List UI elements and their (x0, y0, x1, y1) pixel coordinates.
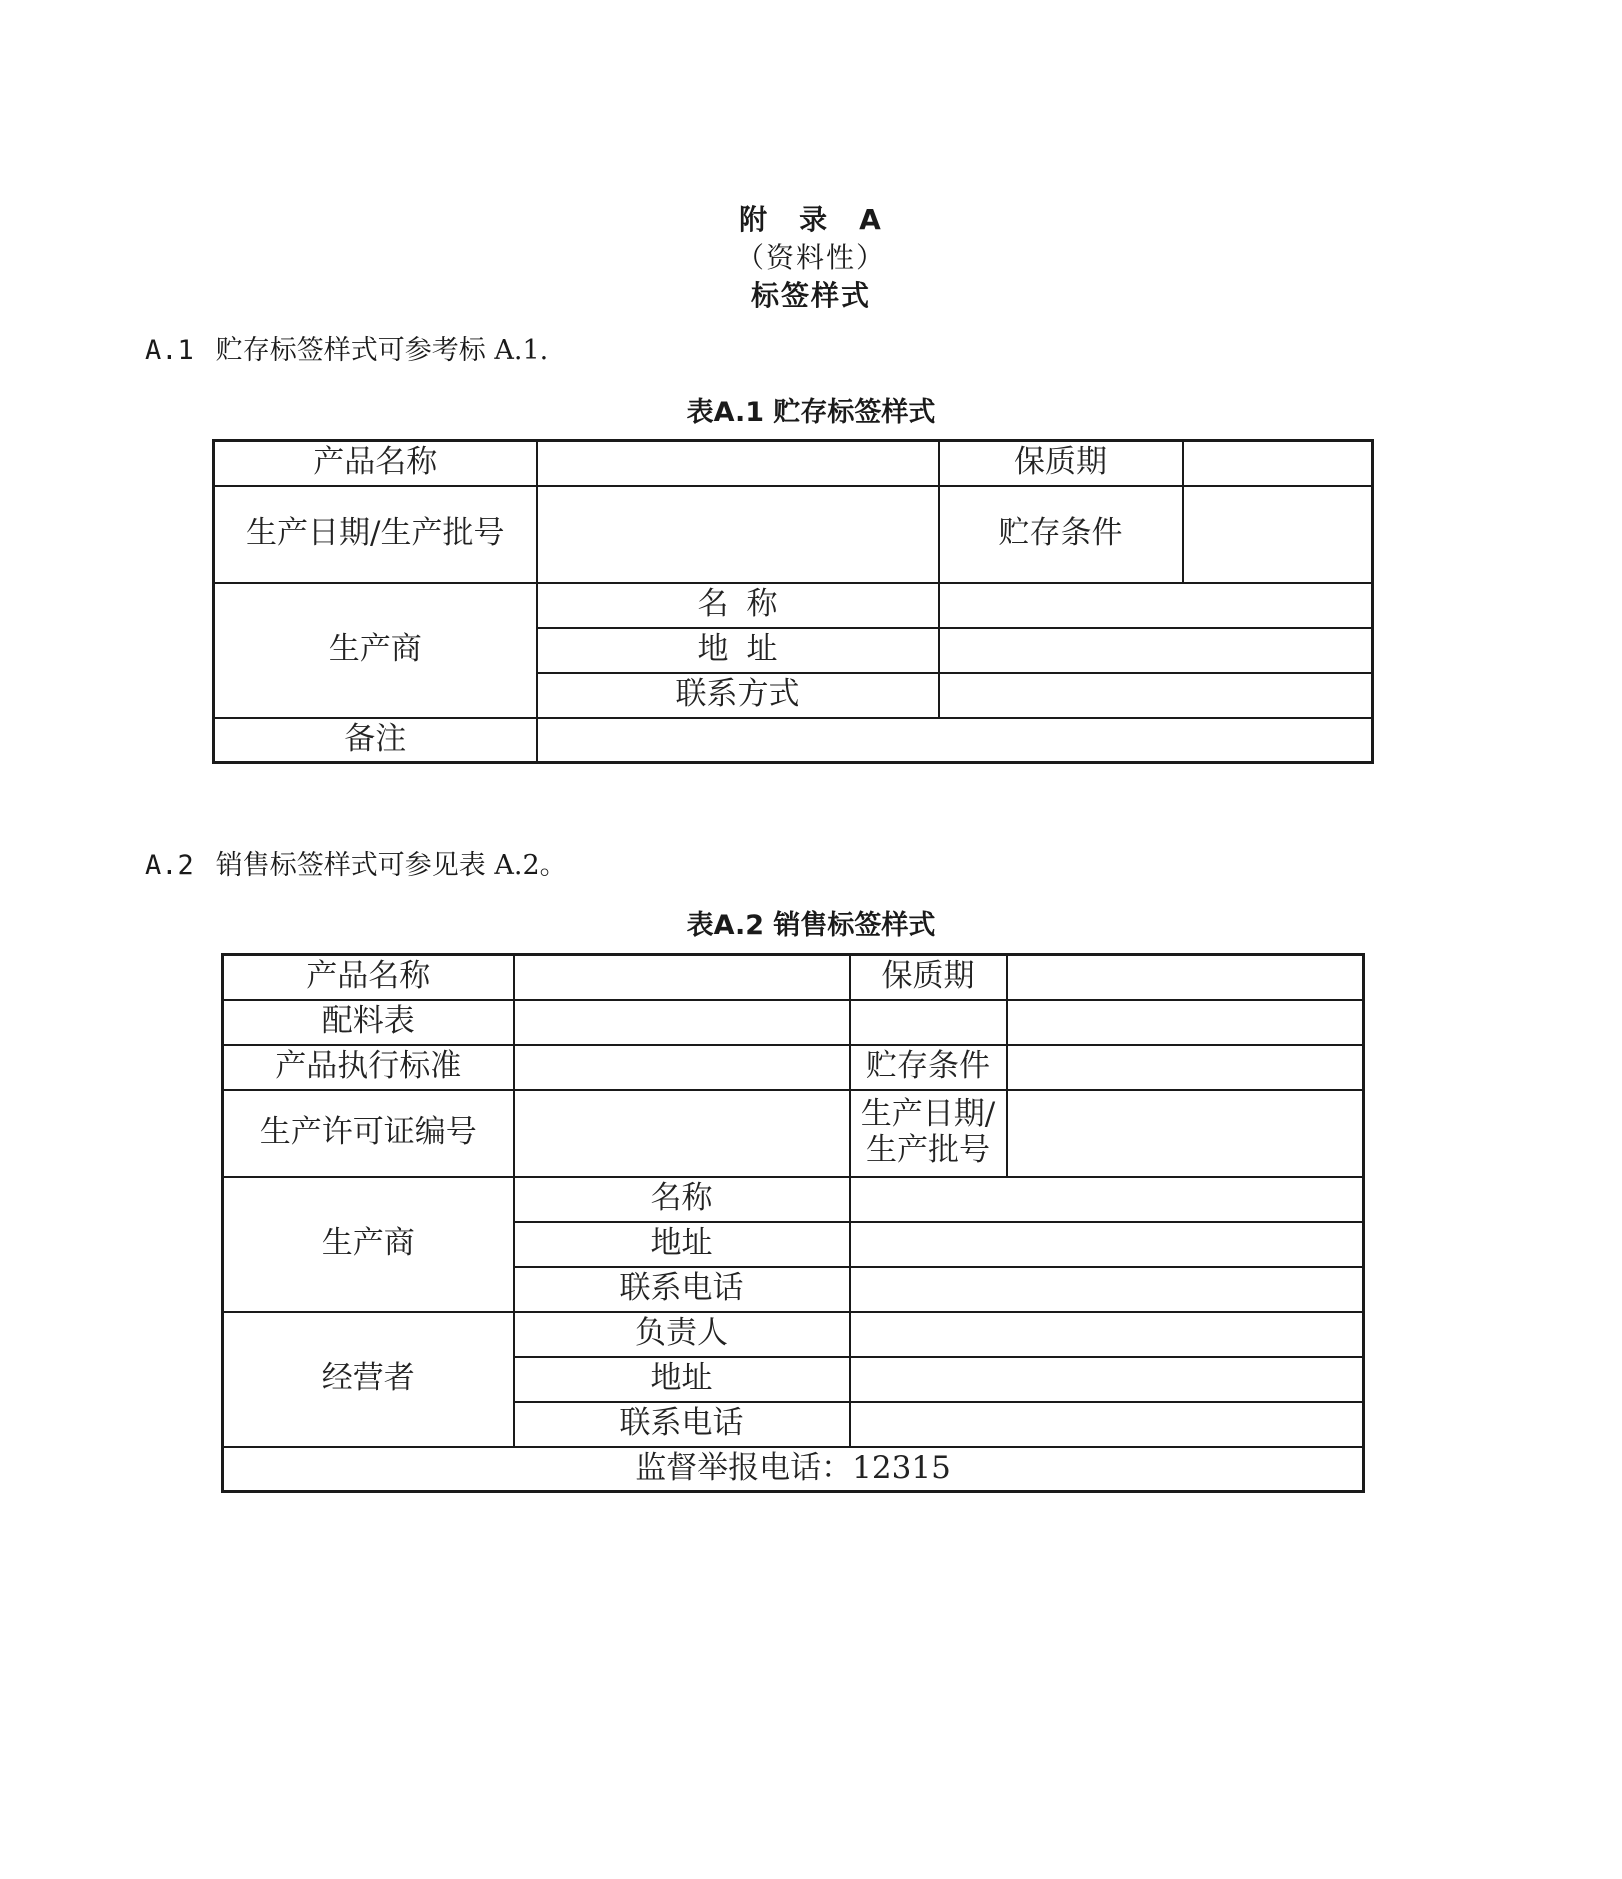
table-a2-caption: 表A.2 销售标签样式 (686, 910, 936, 941)
cell-op-address: 地址 (514, 1357, 850, 1402)
cell-manufacturer: 生产商 (223, 1177, 514, 1312)
cell-shelf-life-value (1183, 441, 1373, 486)
cell-remarks: 备注 (214, 718, 537, 763)
cell-license-no: 生产许可证编号 (223, 1090, 514, 1177)
cell-blank-value (1007, 1000, 1364, 1045)
production-date-line2: 生产批号 (866, 1132, 990, 1168)
cell-mfr-address-value (939, 628, 1373, 673)
table-a1-storage-label (212, 439, 1374, 764)
cell-product-name: 产品名称 (214, 441, 537, 486)
section-a2-text: 销售标签样式可参见表 A.2。 (215, 850, 567, 881)
cell-production-date-value (1007, 1090, 1364, 1177)
cell-op-phone: 联系电话 (514, 1402, 850, 1447)
cell-mfr-phone-value (850, 1267, 1364, 1312)
cell-op-person: 负责人 (514, 1312, 850, 1357)
annex-nature: （资料性） (735, 241, 886, 274)
cell-blank-label (850, 1000, 1007, 1045)
cell-standard: 产品执行标准 (223, 1045, 514, 1090)
cell-storage-conditions: 贮存条件 (850, 1045, 1007, 1090)
section-a2-number: A.2 (145, 850, 194, 881)
cell-ingredients: 配料表 (223, 1000, 514, 1045)
cell-production-date-value (537, 486, 939, 583)
cell-shelf-life-value (1007, 955, 1364, 1000)
cell-license-no-value (514, 1090, 850, 1177)
cell-production-date-batch: 生产日期/生产批号 (214, 486, 537, 583)
cell-mfr-address: 地址 (537, 628, 939, 673)
cell-product-name-value (537, 441, 939, 486)
cell-hotline: 监督举报电话：12315 (223, 1447, 1364, 1492)
cell-shelf-life: 保质期 (939, 441, 1183, 486)
cell-standard-value (514, 1045, 850, 1090)
cell-storage-conditions: 贮存条件 (939, 486, 1183, 583)
cell-operator: 经营者 (223, 1312, 514, 1447)
cell-mfr-contact: 联系方式 (537, 673, 939, 718)
section-a1-number: A.1 (145, 335, 194, 366)
cell-mfr-phone: 联系电话 (514, 1267, 850, 1312)
section-a2 (145, 843, 567, 882)
cell-mfr-name-value (850, 1177, 1364, 1222)
cell-op-person-value (850, 1312, 1364, 1357)
cell-remarks-value (537, 718, 1373, 763)
production-date-line1: 生产日期/ (860, 1096, 996, 1133)
table-a1-caption: 表A.1 贮存标签样式 (686, 397, 936, 428)
cell-mfr-address: 地址 (514, 1222, 850, 1267)
section-a1 (145, 328, 548, 367)
cell-mfr-name-value (939, 583, 1373, 628)
cell-op-address-value (850, 1357, 1364, 1402)
cell-product-name: 产品名称 (223, 955, 514, 1000)
cell-manufacturer: 生产商 (214, 583, 537, 718)
table-a2-sales-label (221, 953, 1365, 1493)
cell-shelf-life: 保质期 (850, 955, 1007, 1000)
cell-storage-conditions-value (1007, 1045, 1364, 1090)
section-a1-text: 贮存标签样式可参考标 A.1. (215, 335, 549, 366)
cell-product-name-value (514, 955, 850, 1000)
cell-ingredients-value (514, 1000, 850, 1045)
cell-storage-conditions-value (1183, 486, 1373, 583)
cell-mfr-name: 名称 (514, 1177, 850, 1222)
cell-mfr-address-value (850, 1222, 1364, 1267)
annex-title: 附 录 A (739, 203, 883, 236)
cell-production-date-batch (850, 1090, 1007, 1177)
cell-mfr-name: 名称 (537, 583, 939, 628)
cell-op-phone-value (850, 1402, 1364, 1447)
cell-mfr-contact-value (939, 673, 1373, 718)
annex-subject: 标签样式 (750, 279, 871, 312)
